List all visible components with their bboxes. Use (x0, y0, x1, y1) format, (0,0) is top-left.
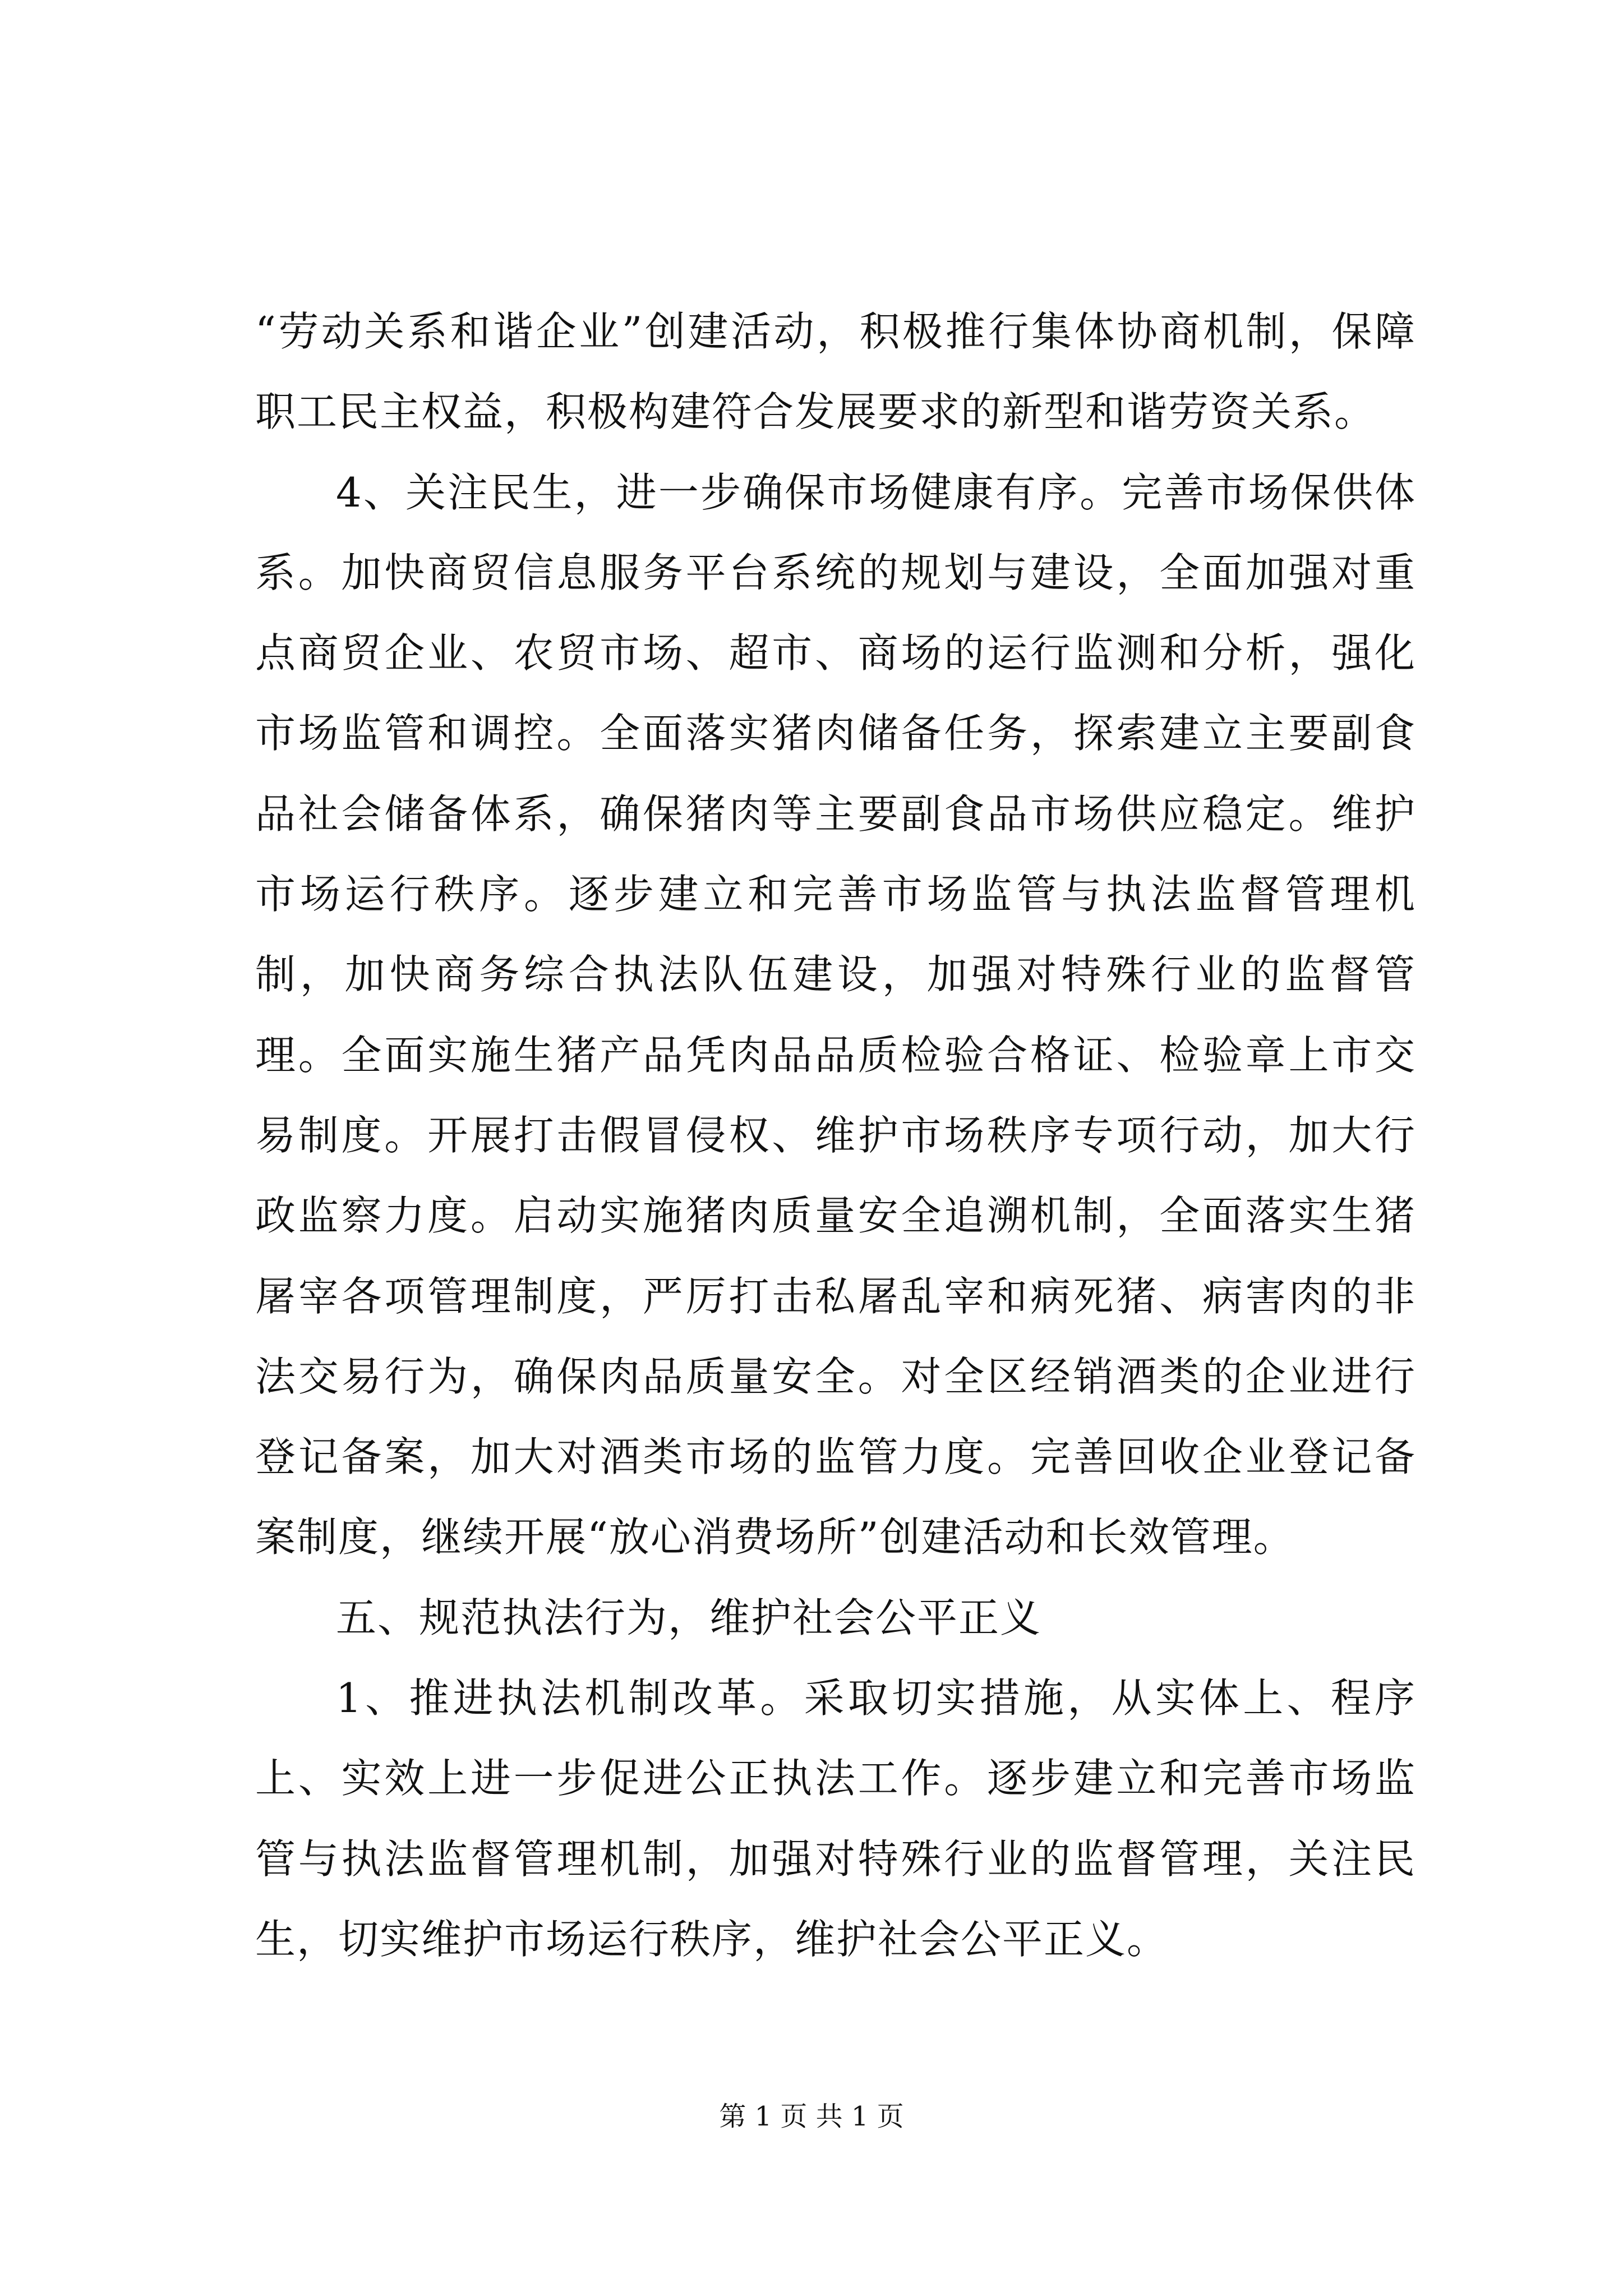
document-body (255, 292, 1416, 1980)
paragraph-continuation: “劳动关系和谐企业”创建活动，积极推行集体协商机制，保障职工民主权益，积极构建符合发展要求的新型和谐劳资关系。 (255, 308, 1416, 436)
paragraph-market-order: 4、关注民生，进一步确保市场健康有序。完善市场保供体系。加快商贸信息服务平台系统的规划与建设，全面加强对重点商贸企业、农贸市场、超市、商场的运行监测和分析，强化市场监管和调控。全面落实猪肉储备任务，探索建立主要副食品社会储备体系，确保猪肉等主要副食品市场供应稳定。维护市场运行秩序。逐步建立和完善市场监管与执法监督管理机制，加快商务综合执法队伍建设，加强对特殊行业的监督管理。全面实施生猪产品凭肉品品质检验合格证、检验章上市交易制度。开展打击假冒侵权、维护市场秩序专项行动，加大行政监察力度。启动实施猪肉质量安全追溯机制，全面落实生猪屠宰各项管理制度，严厉打击私屠乱宰和病死猪、病害肉的非法交易行为，确保肉品质量安全。对全区经销酒类的企业进行登记备案，加大对酒类市场的监管力度。完善回收企业登记备案制度，继续开展“放心消费场所”创建活动和长效管理。 (255, 468, 1416, 1561)
paragraph-law-enforcement: 1、推进执法机制改革。采取切实措施，从实体上、程序上、实效上进一步促进公正执法工作。逐步建立和完善市场监管与执法监督管理机制，加强对特殊行业的监督管理，关注民生，切实维护市场运行秩序，维护社会公平正义。 (255, 1674, 1416, 1963)
section-heading: 五、规范执法行为，维护社会公平正义 (336, 1594, 1042, 1641)
page-number-footer: 第 1 页 共 1 页 (719, 2101, 904, 2132)
